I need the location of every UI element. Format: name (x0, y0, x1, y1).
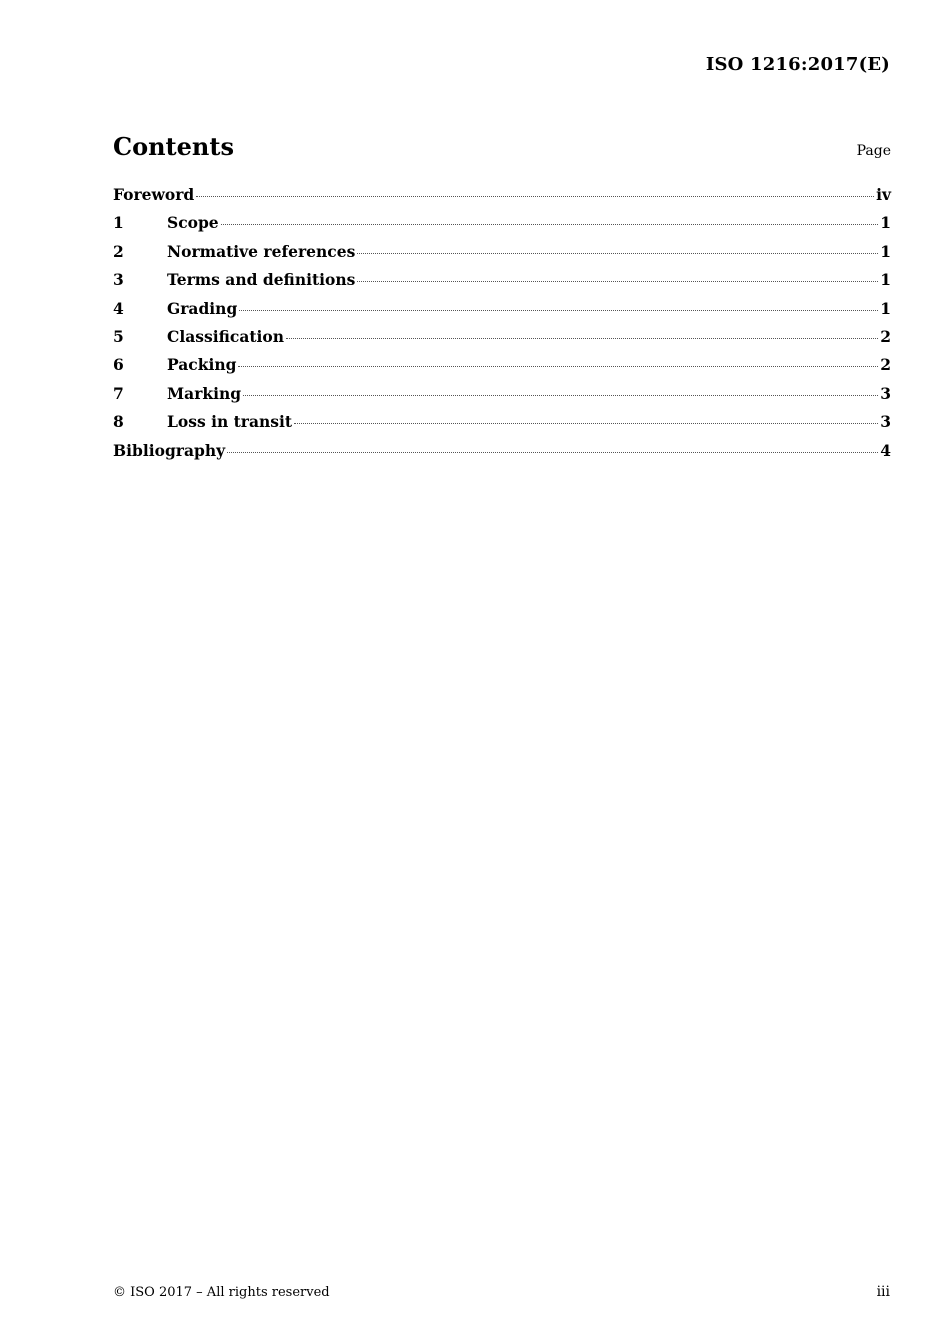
toc-leader-dots (221, 224, 879, 225)
toc-leader-dots (239, 310, 878, 311)
document-id: ISO 1216:2017(E) (705, 54, 890, 75)
toc-entry-title: Grading (167, 298, 238, 318)
toc-leader-dots (196, 196, 874, 197)
toc-entry-normative-references[interactable] (113, 242, 891, 270)
toc-entry-number: 6 (113, 355, 124, 375)
toc-entry-page: 3 (880, 412, 891, 432)
toc-leader-dots (294, 423, 878, 424)
toc-entry-number: 2 (113, 241, 124, 261)
toc-entry-number: 3 (113, 270, 124, 290)
toc-entry-number: 5 (113, 326, 124, 346)
table-of-contents (113, 185, 891, 469)
toc-entry-title: Classification (167, 326, 285, 346)
toc-entry-grading[interactable] (113, 299, 891, 327)
toc-entry-packing[interactable] (113, 355, 891, 383)
toc-entry-page: iv (876, 185, 891, 204)
toc-entry-scope[interactable] (113, 213, 891, 241)
toc-entry-page: 1 (880, 241, 891, 261)
toc-entry-title: Bibliography (113, 440, 226, 460)
contents-title: Contents (113, 132, 234, 161)
toc-entry-bibliography[interactable] (113, 441, 891, 469)
toc-entry-number: 1 (113, 213, 124, 233)
toc-entry-title: Marking (167, 383, 242, 403)
toc-leader-dots (286, 338, 878, 339)
toc-entry-title: Packing (167, 355, 237, 375)
toc-entry-page: 4 (880, 440, 891, 460)
toc-entry-page: 1 (880, 270, 891, 290)
toc-leader-dots (357, 253, 878, 254)
toc-leader-dots (227, 452, 878, 453)
toc-entry-page: 1 (880, 213, 891, 233)
toc-entry-number: 8 (113, 412, 124, 432)
toc-leader-dots (238, 366, 878, 367)
toc-leader-dots (357, 281, 878, 282)
toc-entry-classification[interactable] (113, 327, 891, 355)
toc-entry-terms-and-definitions[interactable] (113, 270, 891, 298)
page-column-label: Page (856, 143, 891, 159)
toc-entry-title: Terms and definitions (167, 270, 356, 290)
toc-entry-foreword[interactable] (113, 185, 891, 213)
toc-entry-page: 2 (880, 326, 891, 346)
toc-entry-title: Normative references (167, 241, 356, 261)
toc-entry-loss-in-transit[interactable] (113, 412, 891, 440)
toc-entry-title: Loss in transit (167, 412, 293, 432)
toc-entry-title: Foreword (113, 185, 195, 204)
toc-entry-page: 3 (880, 383, 891, 403)
toc-entry-marking[interactable] (113, 384, 891, 412)
toc-entry-title: Scope (167, 213, 219, 233)
toc-entry-page: 2 (880, 355, 891, 375)
toc-entry-page: 1 (880, 298, 891, 318)
toc-leader-dots (243, 395, 878, 396)
contents-header (113, 132, 891, 164)
toc-entry-number: 7 (113, 383, 124, 403)
footer-page-number: iii (876, 1284, 890, 1300)
toc-entry-number: 4 (113, 298, 124, 318)
footer-copyright: © ISO 2017 – All rights reserved (113, 1285, 330, 1300)
